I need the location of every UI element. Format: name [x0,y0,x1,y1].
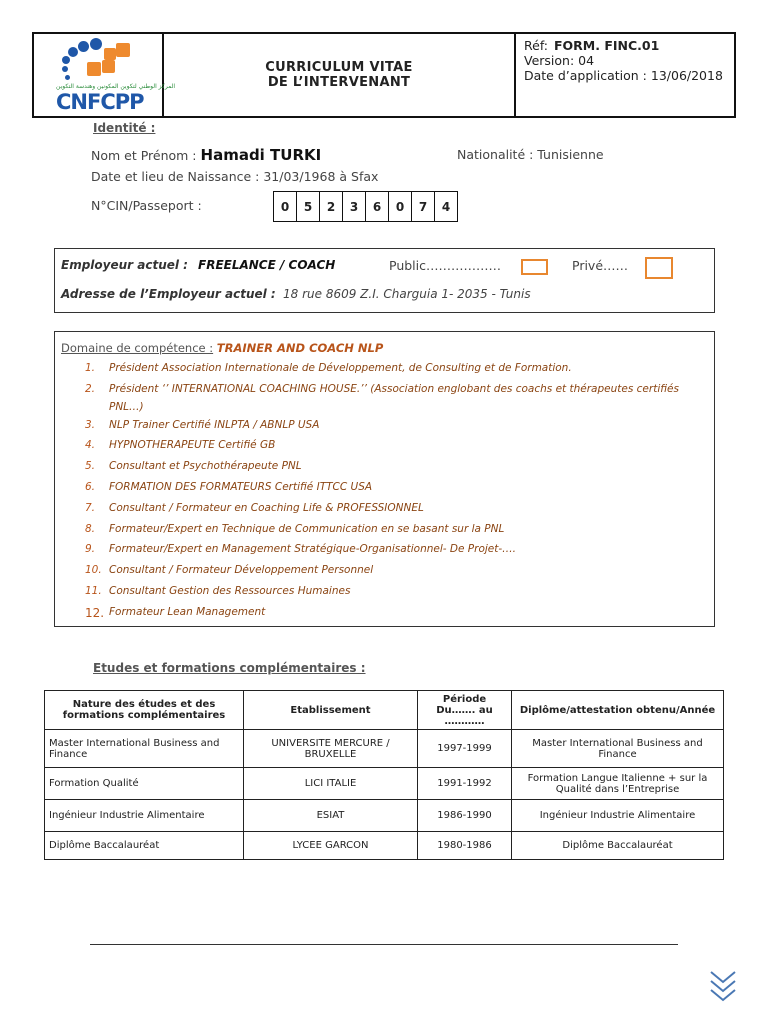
address-label: Adresse de l’Employeur actuel : [61,287,276,301]
birth-info: Date et lieu de Naissance : 31/03/1968 à Sfax [91,169,379,184]
logo-arabic-text: المركز الوطني لتكوين المكونين وهندسة التكوين [56,83,176,90]
list-item: 8. Formateur/Expert en Technique de Communication en se basant sur la PNL [85,522,505,535]
prive-checkbox[interactable] [645,257,673,279]
domaine-header [61,341,383,355]
col-header-periode: Période Du……. au ………… [418,691,512,730]
form-header [32,32,736,118]
logo-wordmark: CNFCPP [56,90,144,114]
cell-etablissement: UNIVERSITE MERCURE / BRUXELLE [244,730,418,768]
cin-label: N°CIN/Passeport : [91,198,202,213]
cell-nature: Master International Business and Finance [45,730,244,768]
list-item: PNL…) [109,400,144,413]
list-item: 4. HYPNOTHERAPEUTE Certifié GB [85,439,276,452]
cnfcpp-logo [34,34,176,116]
table-row [45,832,724,860]
list-item: 6. FORMATION DES FORMATEURS Certifié ITTCC USA [85,480,373,493]
cell-diplome: Ingénieur Industrie Alimentaire [512,800,724,832]
cell-diplome: Diplôme Baccalauréat [512,832,724,860]
public-checkbox[interactable] [521,259,548,275]
employer-label: Employeur actuel : [61,258,188,272]
list-item: 5. Consultant et Psychothérapeute PNL [85,460,302,473]
studies-section-label: Etudes et formations complémentaires : [93,661,366,675]
list-item: 1. Président Association Internationale de Développement, de Consulting et de Formation. [85,362,572,374]
employer-value: FREELANCE / COACH [198,258,336,272]
domaine-value: TRAINER AND COACH NLP [216,341,384,355]
cell-etablissement: LICI ITALIE [244,768,418,800]
ref-label: Réf: [524,38,548,53]
reference-block [516,34,734,116]
cell-nature: Diplôme Baccalauréat [45,832,244,860]
address-value: 18 rue 8609 Z.I. Charguia 1- 2035 - Tunis [283,287,531,301]
list-item: 2. Président ‘’ INTERNATIONAL COACHING HOUSE.’’ (Association englobant des coachs et thérapeutes certifiés [85,382,679,395]
cell-periode: 1980-1986 [418,832,512,860]
col-header-diplome: Diplôme/attestation obtenu/Année [512,691,724,730]
cin-digit-boxes [273,191,458,222]
cell-diplome: Master International Business and Finance [512,730,724,768]
cell-etablissement: LYCEE GARCON [244,832,418,860]
title-line-2: DE L’INTERVENANT [267,75,411,90]
list-item: 3. NLP Trainer Certifié INLPTA / ABNLP USA [85,418,320,431]
cin-digit: 2 [319,192,342,221]
list-item: 10. Consultant / Formateur Développement Personnel [85,564,374,577]
prive-label: Privé…… [572,258,629,273]
employer-box [54,248,715,313]
cell-periode: 1986-1990 [418,800,512,832]
name-row [91,146,321,164]
list-item: 7. Consultant / Formateur en Coaching Life & PROFESSIONNEL [85,501,424,514]
studies-table [44,690,724,860]
name-label: Nom et Prénom : [91,148,197,163]
list-item: 11. Consultant Gestion des Ressources Humaines [85,584,351,597]
cin-digit: 5 [296,192,319,221]
cin-digit: 0 [388,192,411,221]
cin-digit: 7 [411,192,434,221]
col-header-nature: Nature des études et des formations complémentaires [45,691,244,730]
cell-periode: 1997-1999 [418,730,512,768]
cell-etablissement: ESIAT [244,800,418,832]
domaine-box [54,331,715,627]
form-title [164,34,516,116]
cell-nature: Formation Qualité [45,768,244,800]
col-header-etablissement: Etablissement [244,691,418,730]
cin-digit: 3 [342,192,365,221]
cell-nature: Ingénieur Industrie Alimentaire [45,800,244,832]
date-application: Date d’application : 13/06/2018 [524,68,723,83]
footer-divider [90,944,678,945]
title-line-1: CURRICULUM VITAE [265,60,413,75]
domaine-list [85,362,679,627]
name-value: Hamadi TURKI [200,146,322,164]
list-item: 9. Formateur/Expert en Management Stratégique-Organisationnel- De Projet-…. [85,543,516,556]
public-label: Public……………… [389,258,501,273]
ref-value: FORM. FINC.01 [553,38,660,53]
version: Version: 04 [524,53,595,68]
nationality: Nationalité : Tunisienne [457,147,604,162]
table-row [45,730,724,768]
cin-digit: 6 [365,192,388,221]
cell-periode: 1991-1992 [418,768,512,800]
cin-digit: 4 [434,192,457,221]
cell-diplome: Formation Langue Italienne + sur la Qualité dans l’Entreprise [512,768,724,800]
scroll-down-chevrons-icon[interactable] [708,968,738,1004]
list-item: 12. Formateur Lean Management [85,605,266,620]
cin-digit: 0 [280,199,290,214]
identity-section-label: Identité : [93,121,156,135]
table-row [45,800,724,832]
table-row [45,768,724,800]
domaine-label: Domaine de compétence : [61,341,214,355]
